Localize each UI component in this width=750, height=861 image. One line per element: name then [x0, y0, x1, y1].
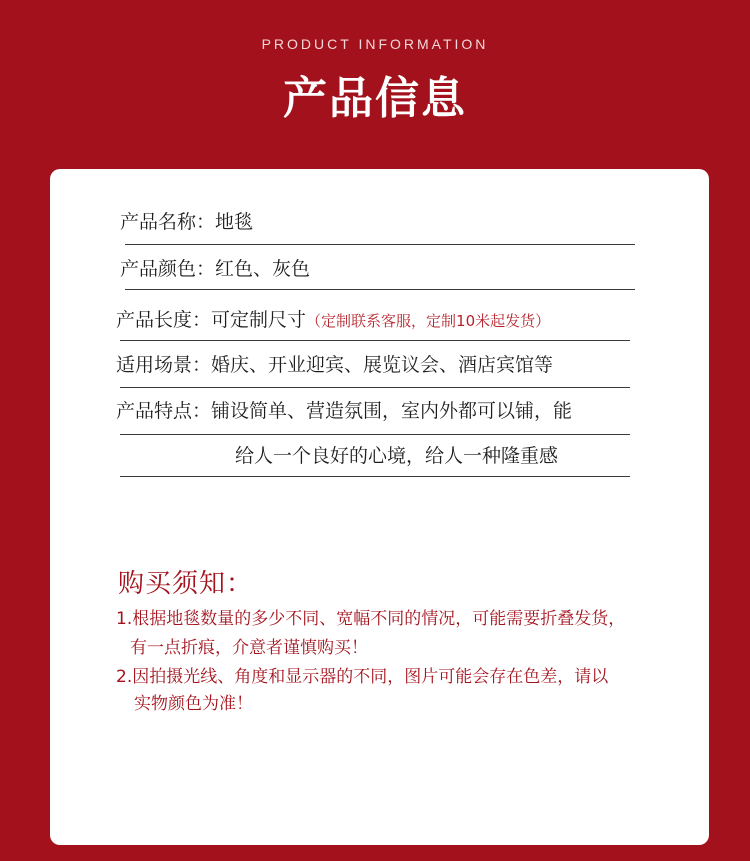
product-length-note: （定制联系客服，定制10米起发货）	[306, 312, 551, 330]
product-name-value: 地毯	[215, 211, 254, 233]
product-length-label: 产品长度：	[116, 309, 212, 331]
divider-1	[125, 244, 635, 245]
product-feature-value-2: 给人一个良好的心境，给人一种隆重感	[235, 445, 559, 467]
product-length-value: 可定制尺寸	[211, 309, 307, 331]
product-scene-label: 适用场景：	[116, 354, 212, 376]
header-subtitle-en: PRODUCT INFORMATION	[261, 36, 489, 52]
product-scene-value: 婚庆、开业迎宾、展览议会、酒店宾馆等	[211, 354, 554, 376]
product-info-card	[50, 169, 709, 845]
notice-item-1-line-1: 1.根据地毯数量的多少不同、宽幅不同的情况，可能需要折叠发货，	[116, 609, 626, 629]
notice-item-1-line-2: 有一点折痕，介意者谨慎购买！	[130, 638, 368, 658]
product-length-row	[116, 308, 550, 333]
product-color-value: 红色、灰色	[215, 258, 311, 280]
divider-5	[120, 434, 630, 435]
product-name-label: 产品名称：	[120, 211, 216, 233]
divider-2	[125, 289, 635, 290]
product-feature-label: 产品特点：	[116, 400, 212, 422]
notice-item-2-line-2: 实物颜色为准！	[134, 694, 253, 714]
purchase-notice-title: 购买须知：	[118, 569, 254, 599]
product-color-label: 产品颜色：	[120, 258, 216, 280]
page-title: 产品信息	[283, 73, 467, 124]
product-feature-value-1: 铺设简单、营造氛围，室内外都可以铺，能	[211, 400, 573, 422]
divider-3	[120, 340, 630, 341]
product-feature-row-2	[235, 444, 558, 468]
divider-6	[120, 476, 630, 477]
notice-item-2-line-1: 2.因拍摄光线、角度和显示器的不同，图片可能会存在色差，请以	[116, 667, 609, 687]
product-name-row	[120, 210, 253, 234]
divider-4	[120, 387, 630, 388]
product-scene-row	[116, 353, 553, 377]
product-feature-row	[116, 399, 572, 423]
product-color-row	[120, 257, 310, 281]
